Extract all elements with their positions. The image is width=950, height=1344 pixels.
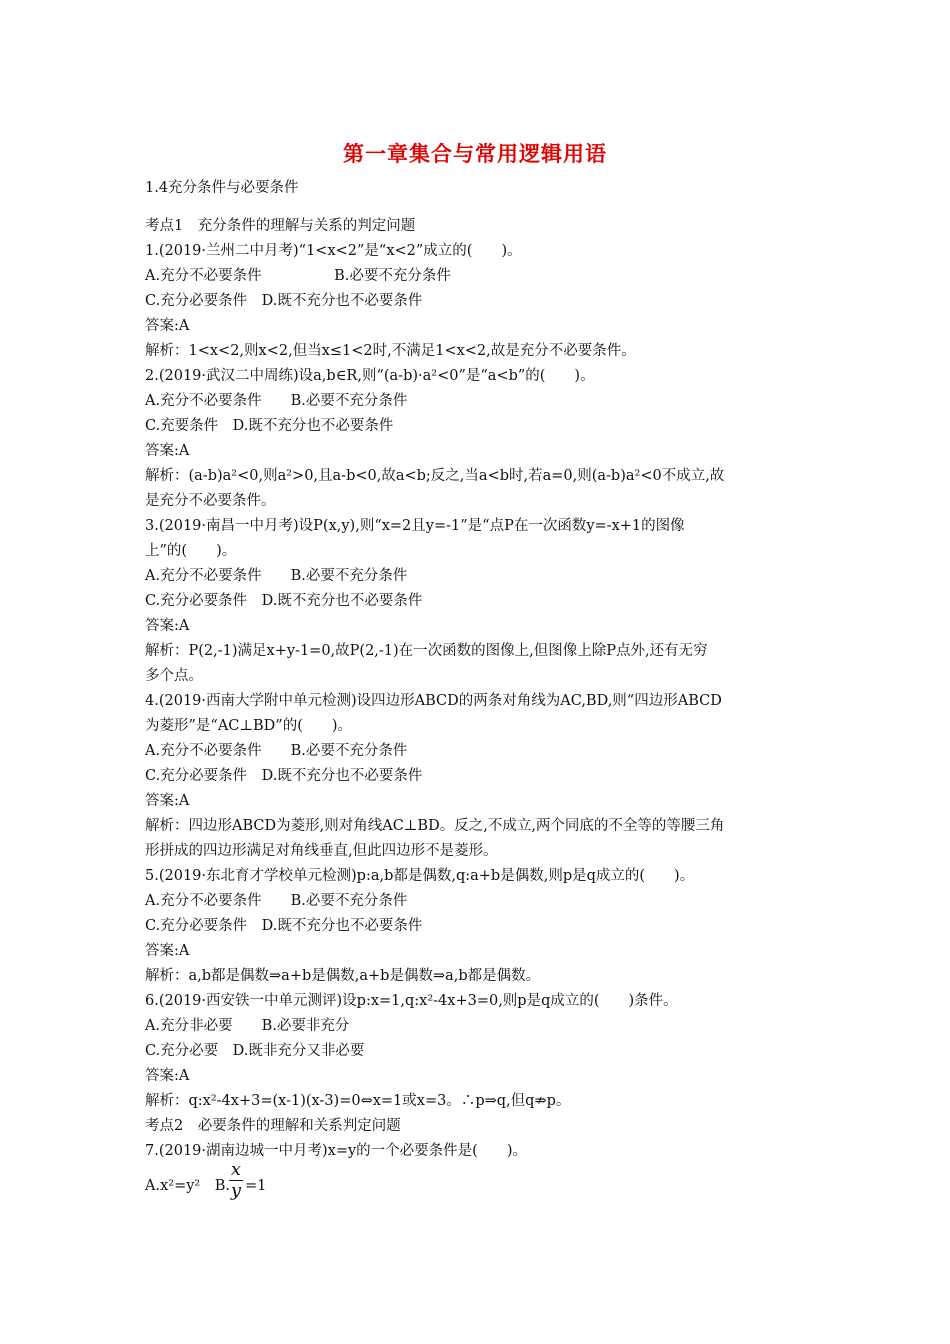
q1-analysis: 解析：1<x<2,则x<2,但当x≤1<2时,不满足1<x<2,故是充分不必要条件。 xyxy=(145,343,636,359)
q3-analysis-cont: 多个点。 xyxy=(145,668,203,684)
section-heading: 1.4充分条件与必要条件 xyxy=(145,180,299,196)
q5-options-ab: A.充分不必要条件 B.必要不充分条件 xyxy=(145,893,408,909)
q7-option-b-fraction xyxy=(229,1160,243,1201)
q5-analysis: 解析：a,b都是偶数⇒a+b是偶数,a+b是偶数⇒a,b都是偶数。 xyxy=(145,968,541,984)
q4-analysis: 解析：四边形ABCD为菱形,则对角线AC⊥BD。反之,不成立,两个同底的不全等的等腰三角 xyxy=(145,818,725,834)
q6-analysis: 解析：q:x²-4x+3=(x-1)(x-3)=0⇔x=1或x=3。∴p⇒q,但q⇏p。 xyxy=(145,1093,571,1109)
question-1: 1.(2019·兰州二中月考)“1<x<2”是“x<2”成立的( )。 xyxy=(145,243,522,259)
q3-answer: 答案:A xyxy=(145,618,190,634)
q4-options-cd: C.充分必要条件 D.既不充分也不必要条件 xyxy=(145,768,423,784)
fraction-numerator: x xyxy=(230,1159,242,1180)
q6-options-cd: C.充分必要 D.既非充分又非必要 xyxy=(145,1043,365,1059)
question-3: 3.(2019·南昌一中月考)设P(x,y),则“x=2且y=-1”是“点P在一次函数y=-x+1的图像 xyxy=(145,518,685,534)
q5-options-cd: C.充分必要条件 D.既不充分也不必要条件 xyxy=(145,918,423,934)
q1-options-ab: A.充分不必要条件 B.必要不充分条件 xyxy=(145,268,451,284)
question-3-cont: 上”的( )。 xyxy=(145,543,237,559)
q3-options-cd: C.充分必要条件 D.既不充分也不必要条件 xyxy=(145,593,423,609)
question-2: 2.(2019·武汉二中周练)设a,b∈R,则“(a-b)·a²<0”是“a<b”的( )。 xyxy=(145,368,595,384)
q3-analysis: 解析：P(2,-1)满足x+y-1=0,故P(2,-1)在一次函数的图像上,但图像上除P点外,还有无穷 xyxy=(145,643,708,659)
q2-answer: 答案:A xyxy=(145,443,190,459)
q7-options-prefix: A.x²=y² B. xyxy=(145,1178,230,1194)
topic-heading-2: 考点2 必要条件的理解和关系判定问题 xyxy=(145,1118,401,1134)
q4-analysis-cont: 形拼成的四边形满足对角线垂直,但此四边形不是菱形。 xyxy=(145,843,498,859)
question-5: 5.(2019·东北育才学校单元检测)p:a,b都是偶数,q:a+b是偶数,则p是q成立的( )。 xyxy=(145,868,695,884)
q7-option-b-suffix: =1 xyxy=(245,1178,267,1194)
q2-analysis: 解析：(a-b)a²<0,则a²>0,且a-b<0,故a<b;反之,当a<b时,若a=0,则(a-b)a²<0不成立,故 xyxy=(145,468,725,484)
q1-options-cd: C.充分必要条件 D.既不充分也不必要条件 xyxy=(145,293,423,309)
question-6: 6.(2019·西安铁一中单元测评)设p:x=1,q:x²-4x+3=0,则p是q成立的( )条件。 xyxy=(145,993,678,1009)
question-4-cont: 为菱形”是“AC⊥BD”的( )。 xyxy=(145,718,353,734)
q4-answer: 答案:A xyxy=(145,793,190,809)
q4-options-ab: A.充分不必要条件 B.必要不充分条件 xyxy=(145,743,408,759)
question-7: 7.(2019·湖南边城一中月考)x=y的一个必要条件是( )。 xyxy=(145,1143,527,1159)
q5-answer: 答案:A xyxy=(145,943,190,959)
q2-options-ab: A.充分不必要条件 B.必要不充分条件 xyxy=(145,393,408,409)
topic-heading-1: 考点1 充分条件的理解与关系的判定问题 xyxy=(145,218,416,234)
question-4: 4.(2019·西南大学附中单元检测)设四边形ABCD的两条对角线为AC,BD,则“四边形ABCD xyxy=(145,693,722,709)
q2-options-cd: C.充要条件 D.既不充分也不必要条件 xyxy=(145,418,394,434)
fraction-denominator: y xyxy=(230,1180,242,1201)
q6-options-ab: A.充分非必要 B.必要非充分 xyxy=(145,1018,350,1034)
q2-analysis-cont: 是充分不必要条件。 xyxy=(145,493,276,509)
q3-options-ab: A.充分不必要条件 B.必要不充分条件 xyxy=(145,568,408,584)
chapter-title: 第一章集合与常用逻辑用语 xyxy=(343,142,607,166)
q1-answer: 答案:A xyxy=(145,318,190,334)
q6-answer: 答案:A xyxy=(145,1068,190,1084)
